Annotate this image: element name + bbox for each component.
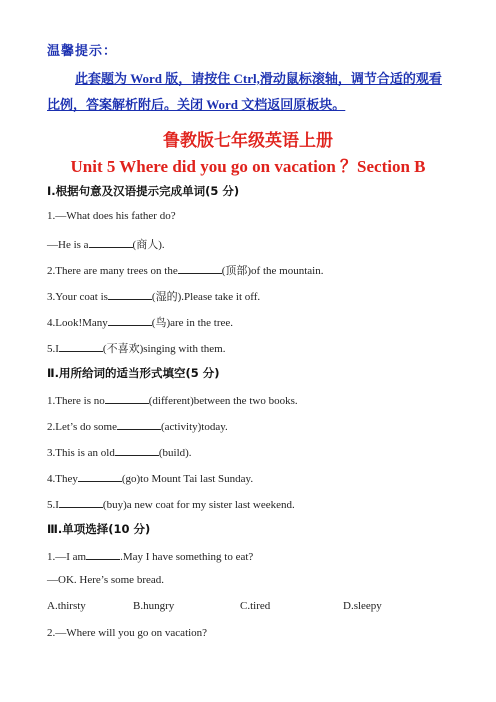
s2-q3-text: 3.This is an old (47, 447, 115, 459)
s2-q2-text: 2.Let’s do some (47, 421, 117, 433)
tip-title: 温馨提示： (47, 43, 118, 58)
answer-blank[interactable] (178, 262, 222, 274)
s2-question-4 (47, 470, 253, 485)
chinese-hint: (鸟) (151, 317, 171, 329)
tip-line-2: 比例，答案解析附后。关闭 Word 文档返回原板块。 (47, 97, 346, 112)
option-d[interactable]: D.sleepy (343, 600, 382, 612)
s2-q1-post: (different)between the two books. (148, 395, 298, 407)
s3-question-1-response: —OK. Here’s some bread. (47, 574, 164, 586)
s2-q2-post: (activity)today. (160, 421, 228, 433)
s2-question-5 (47, 496, 295, 511)
answer-blank[interactable] (89, 236, 133, 248)
chinese-hint: (顶部) (221, 265, 252, 277)
s1-q3-text: 3.Your coat is (47, 291, 108, 303)
title-chinese: 鲁教版七年级英语上册 (163, 131, 333, 151)
s2-question-2 (47, 418, 228, 433)
answer-blank[interactable] (117, 418, 161, 430)
s1-q5-text: 5.I (47, 343, 59, 355)
chinese-hint: (不喜欢) (102, 343, 144, 355)
s2-question-1 (47, 392, 298, 407)
s1-question-3 (47, 288, 260, 304)
s2-q3-post: (build). (158, 447, 192, 459)
s2-q5-text: 5.I (47, 499, 59, 511)
s3-q1-text: 1.—I am (47, 551, 87, 563)
answer-blank[interactable] (59, 340, 103, 352)
s1-q2-post: of the mountain. (251, 265, 324, 277)
s2-question-3 (47, 444, 192, 459)
s1-q2-text: 2.There are many trees on the (47, 265, 178, 277)
answer-blank[interactable] (78, 470, 122, 482)
title-english: Unit 5 Where did you go on vacation ？Section B (70, 157, 426, 176)
chinese-hint: (湿的) (151, 291, 182, 303)
s3-question-2: 2.—Where will you go on vacation? (47, 627, 208, 639)
tip-line-1: 此套题为 Word 版，请按住 Ctrl,滑动鼠标滚轴，调节合适的观看 (75, 71, 442, 86)
answer-blank[interactable] (108, 314, 152, 326)
s2-q1-text: 1.There is no (47, 395, 105, 407)
option-a[interactable]: A.thirsty (47, 600, 86, 612)
s2-q4-post: (go)to Mount Tai last Sunday. (121, 473, 254, 485)
chinese-hint: (商人). (132, 239, 165, 251)
section-2-heading: Ⅱ.用所给词的适当形式填空(5 分) (47, 366, 220, 380)
s1-q4-text: 4.Look!Many (47, 317, 108, 329)
s1-question-5 (47, 340, 225, 356)
s3-q1-post: .May I have something to eat? (120, 551, 254, 563)
option-b[interactable]: B.hungry (133, 600, 175, 612)
answer-blank[interactable] (86, 548, 120, 560)
s3-question-1 (47, 548, 253, 563)
answer-blank[interactable] (108, 288, 152, 300)
s2-q5-post: (buy)a new coat for my sister last weekend. (102, 499, 295, 511)
section-3-heading: Ⅲ.单项选择(10 分) (47, 522, 151, 536)
answer-blank[interactable] (105, 392, 149, 404)
answer-blank[interactable] (59, 496, 103, 508)
s1-q1-response-text: —He is a (47, 239, 89, 251)
s1-q3-post: .Please take it off. (181, 291, 261, 303)
s1-question-4 (47, 314, 233, 330)
s1-q5-post: singing with them. (143, 343, 226, 355)
tip-body (47, 66, 457, 118)
answer-blank[interactable] (115, 444, 159, 456)
s1-question-1-response (47, 236, 165, 252)
s1-q1-text: 1.—What does his father do? (47, 210, 176, 222)
s1-question-1 (47, 210, 176, 222)
s1-question-2 (47, 262, 323, 278)
s1-q4-post: are in the tree. (170, 317, 234, 329)
section-1-heading: Ⅰ.根据句意及汉语提示完成单词(5 分) (47, 184, 240, 198)
option-c[interactable]: C.tired (240, 600, 271, 612)
s2-q4-text: 4.They (47, 473, 78, 485)
